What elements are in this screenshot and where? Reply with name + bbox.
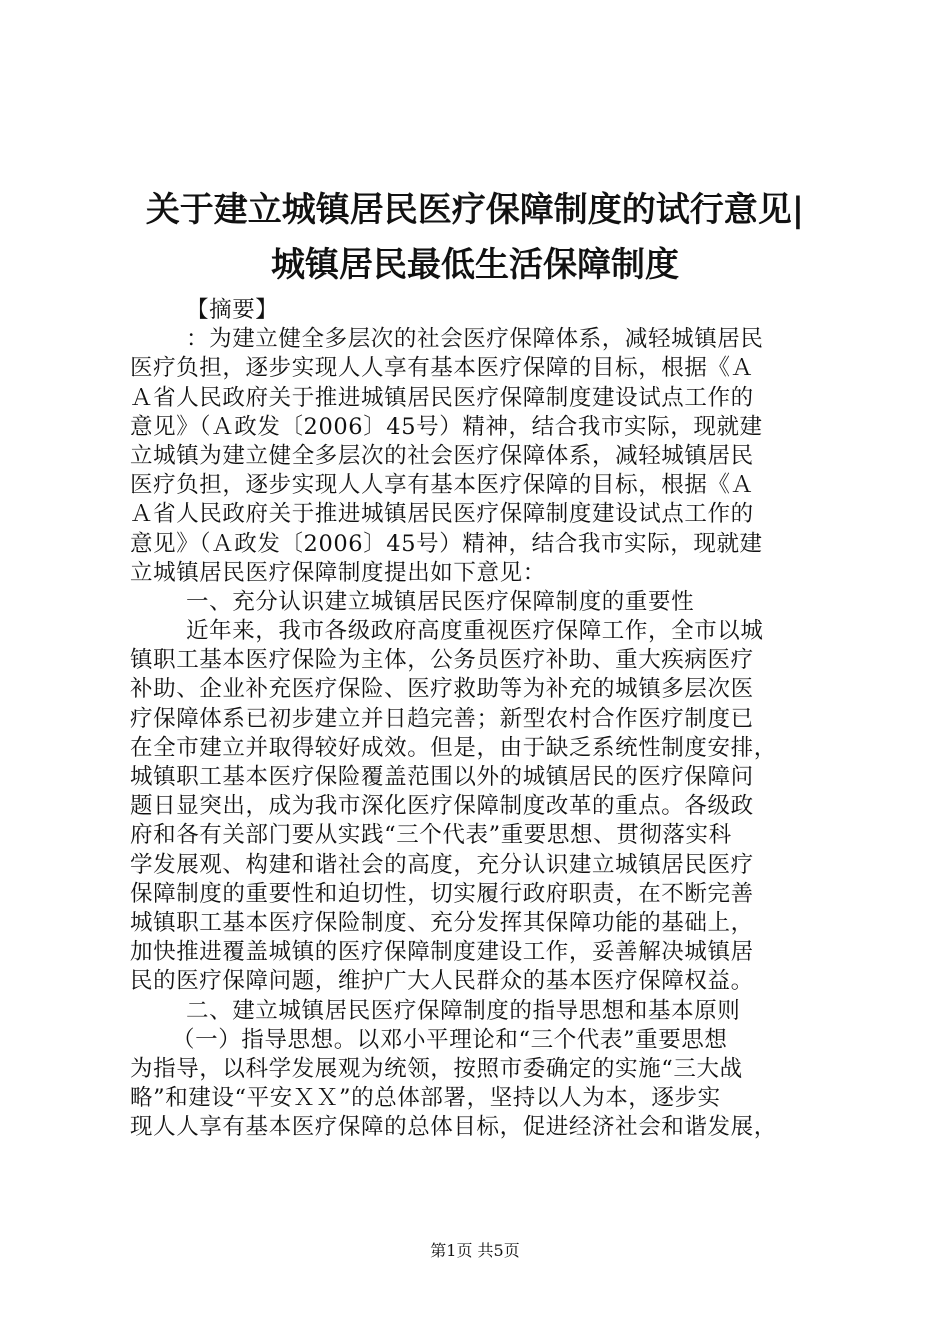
body-line: 意见》（Ａ政发〔2006〕45号）精神，结合我市实际，现就建 xyxy=(130,413,763,440)
body-line: ：为建立健全多层次的社会医疗保障体系，减轻城镇居民 xyxy=(186,326,764,353)
document-title-line-2: 城镇居民最低生活保障制度 xyxy=(271,245,679,285)
body-line: 保障制度的重要性和迫切性，切实履行政府职责，在不断完善 xyxy=(130,880,754,907)
body-line: 立城镇为建立健全多层次的社会医疗保障体系，减轻城镇居民 xyxy=(130,442,754,469)
body-line: 立城镇居民医疗保障制度提出如下意见： xyxy=(130,559,546,586)
body-line: 镇职工基本医疗保险为主体，公务员医疗补助、重大疾病医疗 xyxy=(130,647,754,674)
body-line: 近年来，我市各级政府高度重视医疗保障工作，全市以城 xyxy=(186,618,764,645)
body-line: 现人人享有基本医疗保障的总体目标，促进经济社会和谐发展， xyxy=(130,1114,777,1141)
body-line: 城镇职工基本医疗保险覆盖范围以外的城镇居民的医疗保障问 xyxy=(130,764,754,790)
body-line: Ａ省人民政府关于推进城镇居民医疗保障制度建设试点工作的 xyxy=(130,501,754,528)
body-line: （一）指导思想。以邓小平理论和“三个代表”重要思想 xyxy=(172,1026,728,1053)
body-line: 在全市建立并取得较好成效。但是，由于缺乏系统性制度安排， xyxy=(130,734,777,761)
body-line: 疗保障体系已初步建立并日趋完善；新型农村合作医疗制度已 xyxy=(130,705,754,732)
body-line: 城镇职工基本医疗保险制度、充分发挥其保障功能的基础上， xyxy=(130,909,754,936)
document-body xyxy=(130,296,830,1142)
body-line: 医疗负担，逐步实现人人享有基本医疗保障的目标，根据《Ａ xyxy=(130,472,754,499)
abstract-heading: 【摘要】 xyxy=(186,297,279,323)
page-number-footer: 第1页 共5页 xyxy=(430,1241,520,1260)
body-line: 医疗负担，逐步实现人人享有基本医疗保障的目标，根据《Ａ xyxy=(130,355,754,382)
section-heading: 一、充分认识建立城镇居民医疗保障制度的重要性 xyxy=(186,588,695,615)
body-line: 略”和建设“平安ＸＸ”的总体部署，坚持以人为本，逐步实 xyxy=(130,1085,721,1112)
body-line: 补助、企业补充医疗保险、医疗救助等为补充的城镇多层次医 xyxy=(130,676,754,703)
body-line: Ａ省人民政府关于推进城镇居民医疗保障制度建设试点工作的 xyxy=(130,384,754,411)
body-line: 府和各有关部门要从实践“三个代表”重要思想、贯彻落实科 xyxy=(130,822,732,849)
body-line: 学发展观、构建和谐社会的高度，充分认识建立城镇居民医疗 xyxy=(130,851,754,878)
body-line: 加快推进覆盖城镇的医疗保障制度建设工作，妥善解决城镇居 xyxy=(130,939,754,966)
body-line: 民的医疗保障问题，维护广大人民群众的基本医疗保障权益。 xyxy=(130,968,754,995)
body-line: 为指导，以科学发展观为统领，按照市委确定的实施“三大战 xyxy=(130,1055,743,1082)
section-heading: 二、建立城镇居民医疗保障制度的指导思想和基本原则 xyxy=(186,997,741,1024)
body-line: 意见》（Ａ政发〔2006〕45号）精神，结合我市实际，现就建 xyxy=(130,530,763,557)
document-title-line-1: 关于建立城镇居民医疗保障制度的试行意见| xyxy=(145,190,805,230)
body-line: 题日显突出，成为我市深化医疗保障制度改革的重点。各级政 xyxy=(130,793,754,820)
